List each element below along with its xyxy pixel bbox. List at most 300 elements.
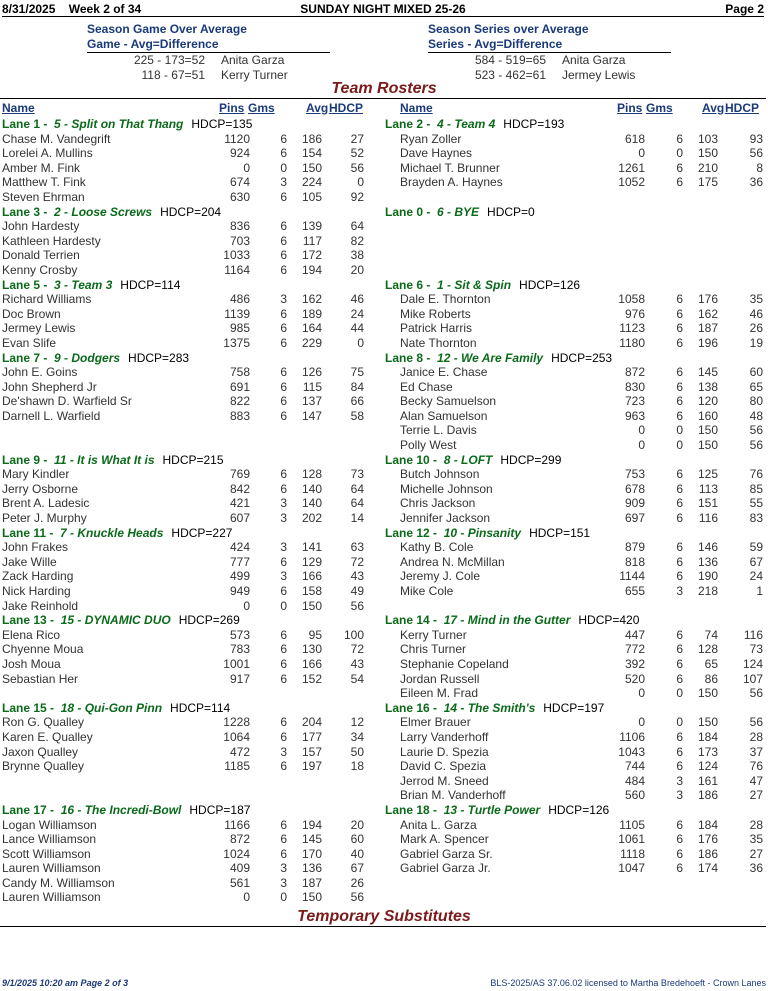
player-handicap: 93 <box>749 131 763 146</box>
header-page: Page 2 <box>725 2 764 16</box>
colhead-name: Name <box>2 101 35 115</box>
player-average: 145 <box>301 832 322 847</box>
page-footer <box>2 978 766 988</box>
player-average: 150 <box>697 686 718 701</box>
player-name: Nick Harding <box>2 584 71 598</box>
lane-number: Lane 9 - <box>2 452 48 467</box>
player-games: 6 <box>280 131 287 146</box>
player-average: 172 <box>301 248 322 263</box>
player-pins: 0 <box>243 890 250 905</box>
blank-line <box>2 423 364 438</box>
player-name: Alan Samuelson <box>400 408 488 423</box>
player-row <box>385 861 763 876</box>
player-handicap: 65 <box>749 379 763 394</box>
player-average: 128 <box>301 467 322 482</box>
player-handicap: 36 <box>749 861 763 876</box>
player-games: 3 <box>280 744 287 759</box>
team-handicap: HDCP=299 <box>500 452 562 467</box>
player-games: 6 <box>676 335 683 350</box>
player-name: Elmer Brauer <box>400 715 471 730</box>
player-average: 86 <box>704 671 718 686</box>
player-games: 6 <box>280 262 287 277</box>
player-row <box>385 686 763 701</box>
player-handicap: 26 <box>350 875 364 890</box>
player-handicap: 48 <box>749 408 763 423</box>
series-avg-name: Jermey Lewis <box>562 68 636 82</box>
player-pins: 924 <box>229 146 250 161</box>
player-handicap: 50 <box>350 744 364 759</box>
player-average: 117 <box>302 233 322 248</box>
player-handicap: 56 <box>749 423 763 438</box>
player-row <box>2 263 364 278</box>
player-handicap: 64 <box>350 496 364 511</box>
player-average: 136 <box>697 554 718 569</box>
player-average: 125 <box>697 467 718 482</box>
blank-line <box>2 686 364 701</box>
player-pins: 560 <box>624 788 645 803</box>
team-name: 1 - Sit & Spin <box>437 277 512 292</box>
player-handicap: 19 <box>749 335 763 350</box>
player-average: 176 <box>697 832 718 847</box>
player-handicap: 84 <box>350 379 364 394</box>
player-pins: 1228 <box>223 715 250 730</box>
player-row <box>385 584 763 599</box>
player-name: Doc Brown <box>2 306 61 321</box>
player-row <box>2 307 364 322</box>
player-games: 6 <box>676 846 683 861</box>
player-pins: 1061 <box>618 832 645 847</box>
player-average: 166 <box>301 656 322 671</box>
player-handicap: 46 <box>350 292 364 307</box>
lane-number: Lane 16 - <box>385 700 438 715</box>
player-games: 6 <box>280 365 287 380</box>
player-name: Gabriel Garza Sr. <box>400 846 493 861</box>
player-average: 166 <box>301 569 322 584</box>
player-row <box>385 467 763 482</box>
player-average: 194 <box>301 817 322 832</box>
player-games: 6 <box>676 321 683 336</box>
blank-line <box>385 599 763 614</box>
player-pins: 949 <box>229 584 250 598</box>
player-row <box>385 292 763 307</box>
lane-header <box>385 701 763 716</box>
player-average: 187 <box>301 875 322 890</box>
player-row <box>2 555 364 570</box>
player-row <box>385 423 763 438</box>
player-pins: 1144 <box>619 569 645 584</box>
player-row <box>2 745 364 760</box>
player-row <box>385 496 763 511</box>
player-games: 0 <box>676 686 683 701</box>
player-games: 6 <box>676 394 683 409</box>
team-name: 14 - The Smith's <box>443 700 536 715</box>
player-pins: 520 <box>624 671 645 686</box>
player-row <box>385 657 763 672</box>
blank-line <box>385 219 763 234</box>
player-average: 150 <box>301 598 322 613</box>
player-average: 170 <box>301 846 322 861</box>
player-pins: 674 <box>229 175 250 190</box>
player-average: 174 <box>697 861 718 876</box>
player-row <box>2 540 364 555</box>
player-handicap: 67 <box>749 554 763 569</box>
player-row <box>385 569 763 584</box>
lane-header <box>385 351 763 366</box>
lane-number: Lane 10 - <box>385 452 438 467</box>
player-pins: 1058 <box>618 292 645 307</box>
player-games: 6 <box>280 656 287 671</box>
player-games: 6 <box>676 540 683 555</box>
player-handicap: 72 <box>350 642 364 657</box>
player-average: 196 <box>697 335 718 350</box>
player-name: Jake Reinhold <box>2 598 79 613</box>
player-average: 150 <box>697 438 718 453</box>
player-name: Candy M. Williamson <box>2 875 115 890</box>
player-pins: 499 <box>229 569 250 584</box>
player-average: 162 <box>301 292 322 307</box>
player-row <box>2 818 364 833</box>
player-row <box>385 730 763 745</box>
player-row <box>385 336 763 351</box>
player-games: 3 <box>676 584 683 598</box>
colhead-gms: Gms <box>646 101 673 115</box>
player-pins: 1120 <box>224 131 250 146</box>
player-pins: 1001 <box>223 656 250 671</box>
team-handicap: HDCP=197 <box>543 700 605 715</box>
player-handicap: 75 <box>350 365 364 380</box>
player-games: 3 <box>280 875 287 890</box>
team-name: 8 - LOFT <box>443 452 493 467</box>
player-row <box>385 511 763 526</box>
player-handicap: 35 <box>749 832 763 847</box>
player-average: 152 <box>301 671 322 686</box>
lane-header <box>2 613 364 628</box>
player-row <box>2 336 364 351</box>
player-name: Jennifer Jackson <box>400 511 491 526</box>
lane-header <box>2 117 364 132</box>
player-name: Mike Roberts <box>400 306 471 321</box>
player-name: Andrea N. McMillan <box>400 554 505 569</box>
player-row <box>385 307 763 322</box>
player-games: 6 <box>280 467 287 482</box>
player-name: Chyenne Moua <box>2 642 84 657</box>
player-handicap: 38 <box>350 248 364 263</box>
player-name: Evan Slife <box>2 335 57 350</box>
player-pins: 872 <box>229 832 250 847</box>
player-handicap: 46 <box>749 306 763 321</box>
player-name: Ryan Zoller <box>400 131 462 146</box>
player-name: Mark A. Spencer <box>400 832 489 847</box>
player-name: Dale E. Thornton <box>400 292 491 307</box>
player-pins: 691 <box>229 379 250 394</box>
series-over-average <box>428 22 671 83</box>
player-games: 0 <box>280 890 287 905</box>
player-pins: 447 <box>624 627 645 642</box>
blank-line <box>2 774 364 789</box>
player-handicap: 14 <box>350 511 364 526</box>
player-average: 177 <box>301 729 322 744</box>
blank-line <box>385 190 763 205</box>
player-row <box>2 730 364 745</box>
player-row <box>385 161 763 176</box>
player-games: 6 <box>280 321 287 336</box>
footer-timestamp: 9/1/2025 10:20 am Page 2 of 3 <box>2 978 129 988</box>
player-pins: 486 <box>229 292 250 307</box>
lane-number: Lane 18 - <box>385 802 438 817</box>
player-average: 141 <box>301 540 322 555</box>
player-row <box>2 380 364 395</box>
player-row <box>385 832 763 847</box>
team-name: 15 - DYNAMIC DUO <box>60 613 171 628</box>
team-rosters-title: Team Rosters <box>331 80 437 97</box>
player-pins: 769 <box>229 467 250 482</box>
player-games: 3 <box>280 175 287 190</box>
player-name: Zack Harding <box>2 569 74 584</box>
player-games: 6 <box>676 627 683 642</box>
player-games: 6 <box>676 554 683 569</box>
player-handicap: 76 <box>749 467 763 482</box>
player-name: Kerry Turner <box>400 627 467 642</box>
player-row <box>2 628 364 643</box>
player-handicap: 85 <box>749 481 763 496</box>
player-name: Stephanie Copeland <box>400 656 509 671</box>
team-handicap: HDCP=114 <box>120 277 181 292</box>
player-average: 113 <box>698 481 718 496</box>
lane-header <box>2 526 364 541</box>
player-pins: 917 <box>229 671 250 686</box>
game-avg-title: Season Game Over Average <box>87 22 247 36</box>
player-name: Josh Moua <box>2 656 61 671</box>
lane-header <box>2 803 364 818</box>
player-name: Dave Haynes <box>400 146 473 161</box>
lane-number: Lane 11 - <box>2 525 54 540</box>
footer-license: BLS-2025/AS 37.06.02 licensed to Martha Bredehoeft - Crown Lanes <box>490 978 766 988</box>
player-average: 151 <box>697 496 718 511</box>
player-average: 150 <box>697 146 718 161</box>
player-handicap: 36 <box>749 175 763 190</box>
player-name: Terrie L. Davis <box>400 423 477 438</box>
player-name: Steven Ehrman <box>2 189 85 204</box>
player-pins: 618 <box>624 131 645 146</box>
header-league: SUNDAY NIGHT MIXED 25-26 <box>300 2 466 16</box>
player-row <box>385 365 763 380</box>
player-handicap: 20 <box>350 262 364 277</box>
player-row <box>2 715 364 730</box>
player-name: Karen E. Qualley <box>2 729 93 744</box>
player-average: 154 <box>301 146 322 161</box>
player-average: 95 <box>308 627 322 642</box>
player-name: Michael T. Brunner <box>400 160 500 175</box>
player-pins: 0 <box>638 438 645 453</box>
player-handicap: 76 <box>749 759 763 774</box>
player-name: Butch Johnson <box>400 467 480 482</box>
player-handicap: 26 <box>749 321 763 336</box>
player-pins: 0 <box>638 423 645 438</box>
player-games: 6 <box>280 642 287 657</box>
player-name: Kathy B. Cole <box>400 540 474 555</box>
player-handicap: 56 <box>749 686 763 701</box>
player-handicap: 8 <box>756 160 763 175</box>
lane-header <box>385 803 763 818</box>
player-name: Jake Wille <box>2 554 57 569</box>
player-name: Polly West <box>400 438 457 453</box>
lane-number: Lane 1 - <box>2 117 48 131</box>
player-games: 6 <box>676 656 683 671</box>
player-handicap: 24 <box>350 306 364 321</box>
lane-number: Lane 8 - <box>385 350 431 365</box>
player-pins: 783 <box>229 642 250 657</box>
player-games: 6 <box>280 759 287 774</box>
player-handicap: 20 <box>350 817 364 832</box>
player-games: 6 <box>280 817 287 832</box>
player-pins: 1047 <box>618 861 645 876</box>
player-average: 187 <box>697 321 718 336</box>
player-name: Chris Turner <box>400 642 467 657</box>
lane-number: Lane 14 - <box>385 613 438 628</box>
player-average: 197 <box>301 759 322 774</box>
player-name: John Frakes <box>2 540 69 555</box>
player-pins: 963 <box>624 408 645 423</box>
colhead-pins: Pins <box>617 101 643 115</box>
player-average: 184 <box>697 729 718 744</box>
team-name: 4 - Team 4 <box>437 117 496 131</box>
player-pins: 879 <box>624 540 645 555</box>
player-average: 186 <box>697 788 718 803</box>
player-handicap: 54 <box>350 671 364 686</box>
player-games: 6 <box>676 408 683 423</box>
player-games: 6 <box>280 233 287 248</box>
player-pins: 1106 <box>619 729 645 744</box>
team-handicap: HDCP=151 <box>529 525 591 540</box>
player-pins: 1375 <box>223 335 250 350</box>
player-name: Lorelei A. Mullins <box>2 146 93 161</box>
lane-number: Lane 0 - <box>385 204 431 219</box>
lane-header <box>385 453 763 468</box>
player-games: 6 <box>280 627 287 642</box>
player-row <box>385 540 763 555</box>
player-name: Gabriel Garza Jr. <box>400 861 491 876</box>
player-name: Kathleen Hardesty <box>2 233 101 248</box>
player-games: 6 <box>676 729 683 744</box>
player-name: Lauren Williamson <box>2 890 101 905</box>
player-games: 6 <box>280 379 287 394</box>
player-average: 184 <box>697 817 718 832</box>
player-name: Jerry Osborne <box>2 481 79 496</box>
player-handicap: 60 <box>350 832 364 847</box>
player-row <box>385 818 763 833</box>
player-handicap: 80 <box>749 394 763 409</box>
player-pins: 472 <box>229 744 250 759</box>
player-row <box>2 175 364 190</box>
player-games: 6 <box>676 131 683 146</box>
lane-number: Lane 12 - <box>385 525 438 540</box>
player-average: 150 <box>697 423 718 438</box>
player-games: 6 <box>676 817 683 832</box>
player-handicap: 82 <box>350 233 364 248</box>
player-handicap: 73 <box>350 467 364 482</box>
player-average: 140 <box>301 481 322 496</box>
player-games: 6 <box>280 715 287 730</box>
player-row <box>2 219 364 234</box>
player-row <box>2 876 364 891</box>
player-games: 6 <box>280 146 287 161</box>
lane-number: Lane 6 - <box>385 277 431 292</box>
player-name: Richard Williams <box>2 292 92 307</box>
header-date: 8/31/2025 <box>2 2 56 16</box>
team-handicap: HDCP=253 <box>551 350 613 365</box>
player-row <box>385 482 763 497</box>
lane-header <box>385 117 763 132</box>
player-name: Matthew T. Fink <box>2 175 86 190</box>
player-name: Sebastian Her <box>2 671 79 686</box>
game-avg-calc: 118 - 67=51 <box>141 68 205 82</box>
player-handicap: 56 <box>350 598 364 613</box>
player-pins: 1118 <box>620 846 645 861</box>
player-pins: 777 <box>229 554 250 569</box>
player-games: 6 <box>280 481 287 496</box>
player-row <box>2 890 364 905</box>
player-handicap: 124 <box>742 656 763 671</box>
player-name: John Shepherd Jr <box>2 379 97 394</box>
player-pins: 872 <box>624 365 645 380</box>
player-handicap: 44 <box>350 321 364 336</box>
player-games: 6 <box>676 379 683 394</box>
series-avg-calc: 584 - 519=65 <box>474 53 546 67</box>
player-games: 6 <box>280 671 287 686</box>
player-games: 3 <box>280 511 287 526</box>
lane-number: Lane 5 - <box>2 277 48 292</box>
player-average: 186 <box>301 131 322 146</box>
player-pins: 758 <box>229 365 250 380</box>
player-average: 74 <box>704 627 718 642</box>
colhead-hdcp: HDCP <box>725 101 760 115</box>
player-row <box>2 642 364 657</box>
player-pins: 1024 <box>223 846 250 861</box>
colhead-avg: Avg <box>702 101 725 115</box>
player-name: Ron G. Qualley <box>2 715 85 730</box>
player-row <box>2 496 364 511</box>
player-games: 6 <box>280 846 287 861</box>
blank-line <box>385 248 763 263</box>
player-row <box>385 642 763 657</box>
series-avg-subtitle: Series - Avg=Difference <box>428 37 671 53</box>
player-pins: 1180 <box>619 335 645 350</box>
player-name: Patrick Harris <box>400 321 473 336</box>
player-pins: 421 <box>229 496 250 511</box>
player-row <box>2 759 364 774</box>
player-name: Brent A. Ladesic <box>2 496 90 511</box>
team-handicap: HDCP=215 <box>162 452 224 467</box>
player-average: 128 <box>697 642 718 657</box>
game-avg-name: Kerry Turner <box>221 68 288 82</box>
colhead-hdcp: HDCP <box>329 101 364 115</box>
player-games: 6 <box>280 584 287 598</box>
player-name: Nate Thornton <box>400 335 477 350</box>
team-handicap: HDCP=269 <box>178 613 240 628</box>
player-row <box>2 672 364 687</box>
team-handicap: HDCP=0 <box>487 204 535 219</box>
colhead-name: Name <box>400 101 433 115</box>
player-games: 0 <box>676 423 683 438</box>
blank-line <box>2 788 364 803</box>
player-games: 6 <box>280 554 287 569</box>
player-name: Anita L. Garza <box>400 817 477 832</box>
player-row <box>2 321 364 336</box>
player-average: 158 <box>301 584 322 598</box>
player-name: Becky Samuelson <box>400 394 497 409</box>
player-handicap: 64 <box>350 481 364 496</box>
team-handicap: HDCP=135 <box>191 117 253 131</box>
